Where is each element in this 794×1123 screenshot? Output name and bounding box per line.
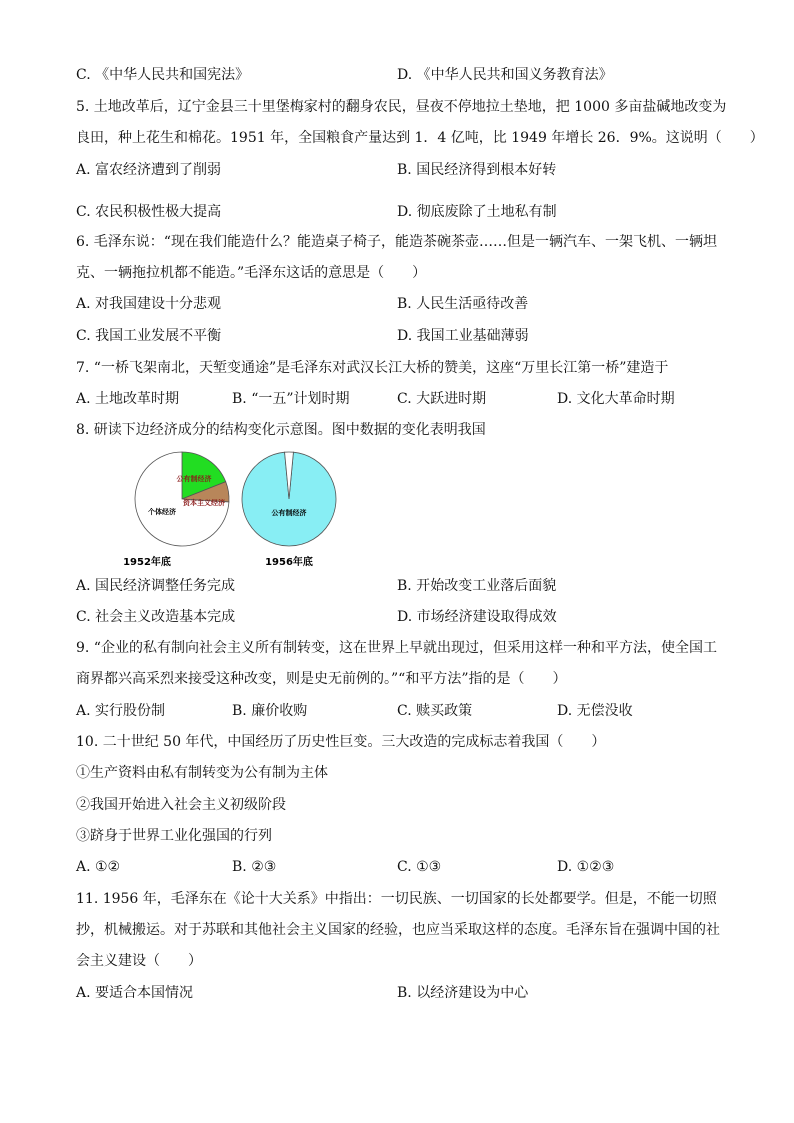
q6-stem-line2: 克、一辆拖拉机都不能造。”毛泽东这话的意思是（ ）: [76, 265, 427, 281]
economy-structure-pie-charts: [84, 448, 384, 574]
q10-item-2: ②我国开始进入社会主义初级阶段: [76, 797, 286, 813]
q11-option-a: A. 要适合本国情况: [76, 985, 194, 1001]
q6-option-b: B. 人民生活亟待改善: [397, 296, 529, 312]
q5-option-b: B. 国民经济得到根本好转: [397, 162, 557, 178]
q9-option-d: D. 无偿没收: [557, 703, 633, 719]
q8-option-c: C. 社会主义改造基本完成: [76, 609, 236, 625]
q11-option-b: B. 以经济建设为中心: [397, 985, 529, 1001]
q11-stem-line1: 11. 1956 年，毛泽东在《论十大关系》中指出：一切民族、一切国家的长处都要学。但是，不能一切照: [76, 891, 717, 907]
q10-item-3: ③跻身于世界工业化强国的行列: [76, 828, 272, 844]
pie-slice-label: 资本主义经济: [183, 499, 225, 507]
q6-option-c: C. 我国工业发展不平衡: [76, 328, 222, 344]
q7-option-a: A. 土地改革时期: [76, 391, 180, 407]
q5-option-a: A. 富农经济遭到了削弱: [76, 162, 222, 178]
q4-option-d: D. 《中华人民共和国义务教育法》: [397, 67, 613, 83]
q7-option-c: C. 大跃进时期: [397, 391, 487, 407]
q5-stem-line2: 良田，种上花生和棉花。1951 年，全国粮食产量达到 1．4 亿吨，比 1949 年增长 26．9%。这说明（ ）: [76, 130, 764, 146]
pie-slice-label: 公有制经济: [271, 509, 307, 517]
q7-option-d: D. 文化大革命时期: [557, 391, 675, 407]
q9-option-a: A. 实行股份制: [76, 703, 166, 719]
q9-stem-line2: 商界都兴高采烈来接受这种改变，则是史无前例的。”“和平方法”指的是（ ）: [76, 671, 567, 687]
q10-stem-line1: 10. 二十世纪 50 年代，中国经历了历史性巨变。三大改造的完成标志着我国（ ）: [76, 734, 606, 750]
q10-option-d: D. ①②③: [557, 859, 615, 875]
q8-option-d: D. 市场经济建设取得成效: [397, 609, 557, 625]
q10-option-a: A. ①②: [76, 859, 121, 875]
q10-option-c: C. ①③: [397, 859, 442, 875]
q6-option-d: D. 我国工业基础薄弱: [397, 328, 529, 344]
q4-option-c: C. 《中华人民共和国宪法》: [76, 67, 250, 83]
q10-item-1: ①生产资料由私有制转变为公有制为主体: [76, 765, 328, 781]
q9-option-b: B. 廉价收购: [232, 703, 308, 719]
q6-option-a: A. 对我国建设十分悲观: [76, 296, 222, 312]
q9-option-c: C. 赎买政策: [397, 703, 473, 719]
q8-option-b: B. 开始改变工业落后面貌: [397, 578, 557, 594]
pie-slice-label: 个体经济: [148, 508, 176, 516]
pie-slice-label: 公有制经济: [176, 475, 212, 483]
pie-title: 1952年底: [123, 557, 171, 568]
q11-stem-line3: 会主义建设（ ）: [76, 953, 202, 969]
q7-stem-line1: 7. “一桥飞架南北，天堑变通途”是毛泽东对武汉长江大桥的赞美，这座“万里长江第一桥”建造于: [76, 360, 669, 376]
q7-option-b: B. “一五”计划时期: [232, 391, 350, 407]
q5-option-d: D. 彻底废除了土地私有制: [397, 204, 557, 220]
q11-stem-line2: 抄，机械搬运。对于苏联和其他社会主义国家的经验，也应当采取这样的态度。毛泽东旨在强调中国的社: [76, 922, 720, 938]
q6-stem-line1: 6. 毛泽东说：“现在我们能造什么？能造桌子椅子，能造茶碗茶壶……但是一辆汽车、一架飞机、一辆坦: [76, 234, 717, 250]
q10-option-b: B. ②③: [232, 859, 277, 875]
q5-stem-line1: 5. 土地改革后，辽宁金县三十里堡梅家村的翻身农民，昼夜不停地拉土垫地，把 1000 多亩盐碱地改变为: [76, 99, 727, 115]
q5-option-c: C. 农民积极性极大提高: [76, 204, 222, 220]
q8-option-a: A. 国民经济调整任务完成: [76, 578, 236, 594]
pie-title: 1956年底: [265, 557, 313, 568]
q9-stem-line1: 9. “企业的私有制向社会主义所有制转变，这在世界上早就出现过，但采用这样一种和平方法，使全国工: [76, 640, 717, 656]
q8-stem-line1: 8. 研读下边经济成分的结构变化示意图。图中数据的变化表明我国: [76, 422, 486, 438]
